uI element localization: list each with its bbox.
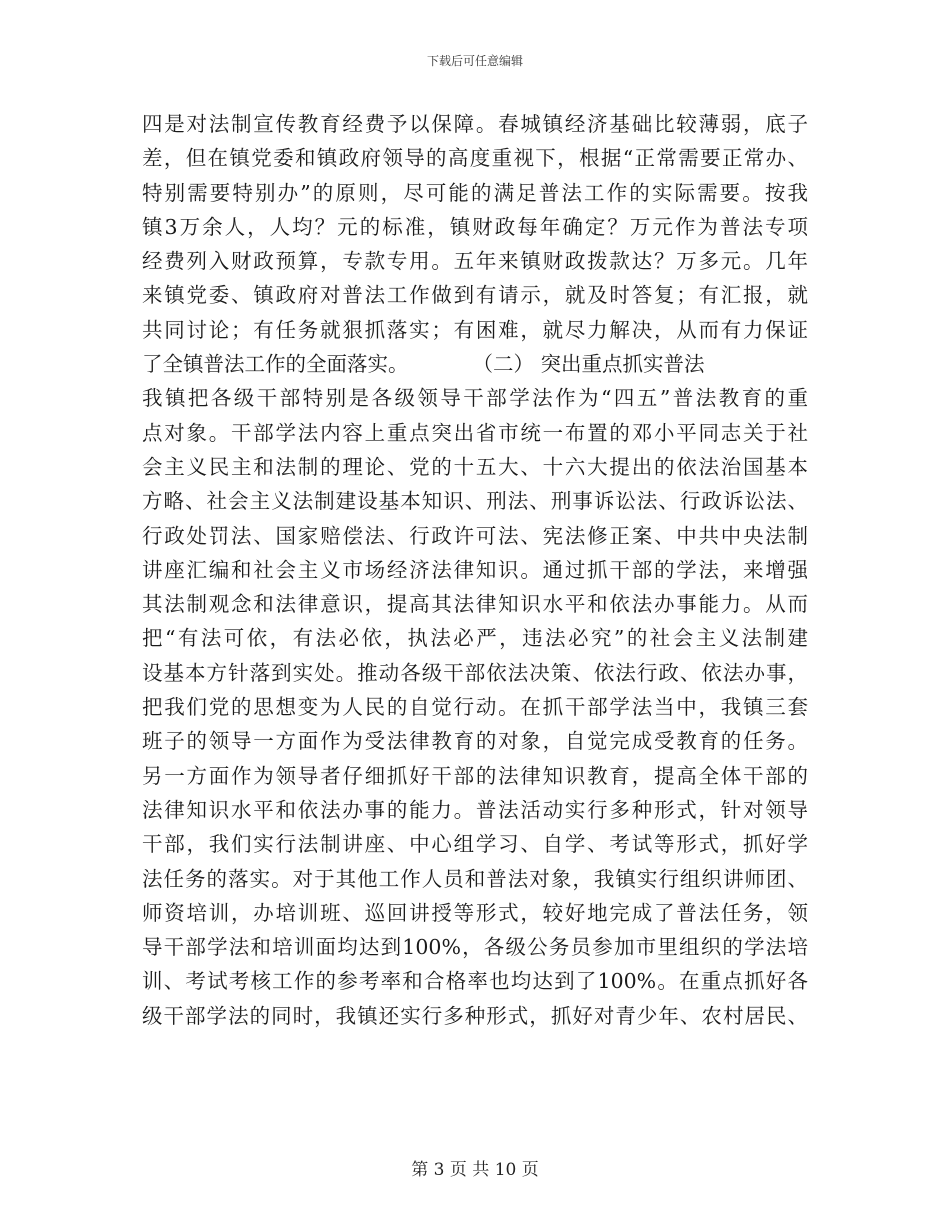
paragraph-end-text: 了全镇普法工作的全面落实。 [142, 352, 409, 377]
body-line: 会主义民主和法制的理论、党的十五大、十六大提出的依法治国基本 [142, 454, 808, 479]
body-line: 导干部学法和培训面均达到100%，各级公务员参加市里组织的学法培 [142, 935, 808, 960]
body-line: 方略、社会主义法制建设基本知识、刑法、刑事诉讼法、行政诉讼法、 [142, 489, 808, 514]
body-line: 设基本方针落到实处。推动各级干部依法决策、依法行政、依法办事， [142, 660, 808, 685]
body-line: 特别需要特别办”的原则，尽可能的满足普法工作的实际需要。按我 [142, 180, 808, 205]
body-line: 经费列入财政预算，专款专用。五年来镇财政拨款达？万多元。几年 [142, 249, 808, 274]
body-line: 师资培训，办培训班、巡回讲授等形式，较好地完成了普法任务，领 [142, 900, 808, 925]
body-line: 点对象。干部学法内容上重点突出省市统一布置的邓小平同志关于社 [142, 420, 808, 445]
body-line: 级干部学法的同时，我镇还实行多种形式，抓好对青少年、农村居民、 [142, 1003, 808, 1028]
body-line: 法任务的落实。对于其他工作人员和普法对象，我镇实行组织讲师团、 [142, 866, 808, 891]
body-line: 把“有法可依，有法必依，执法必严，违法必究”的社会主义法制建 [142, 626, 808, 651]
body-line: 法律知识水平和依法办事的能力。普法活动实行多种形式，针对领导 [142, 797, 808, 822]
body-line: 我镇把各级干部特别是各级领导干部学法作为“四五”普法教育的重 [142, 386, 808, 411]
body-line: 其法制观念和法律意识，提高其法律知识水平和依法办事能力。从而 [142, 592, 808, 617]
page-header: 下载后可任意编辑 [426, 54, 523, 68]
body-line: 行政处罚法、国家赔偿法、行政许可法、宪法修正案、中共中央法制 [142, 523, 808, 548]
document-body [142, 107, 808, 1033]
body-line: 共同讨论；有任务就狠抓落实；有困难，就尽力解决，从而有力保证 [142, 317, 808, 342]
body-line-with-heading [142, 347, 808, 381]
body-line: 来镇党委、镇政府对普法工作做到有请示，就及时答复；有汇报，就 [142, 283, 808, 308]
body-line: 干部，我们实行法制讲座、中心组学习、自学、考试等形式，抓好学 [142, 832, 808, 857]
body-line: 班子的领导一方面作为受法律教育的对象，自觉完成受教育的任务。 [142, 729, 808, 754]
body-line: 另一方面作为领导者仔细抓好干部的法律知识教育，提高全体干部的 [142, 763, 808, 788]
body-line: 差，但在镇党委和镇政府领导的高度重视下，根据“正常需要正常办、 [142, 146, 808, 171]
section-heading: （二） 突出重点抓实普法 [472, 352, 705, 377]
page-number: 第 3 页 共 10 页 [411, 1160, 539, 1180]
body-line: 把我们党的思想变为人民的自觉行动。在抓干部学法当中，我镇三套 [142, 695, 808, 720]
body-line: 讲座汇编和社会主义市场经济法律知识。通过抓干部的学法，来增强 [142, 557, 808, 582]
body-line: 训、考试考核工作的参考率和合格率也均达到了100%。在重点抓好各 [142, 969, 808, 994]
body-line: 镇3万余人，人均？元的标准，镇财政每年确定？万元作为普法专项 [142, 214, 808, 239]
body-line: 四是对法制宣传教育经费予以保障。春城镇经济基础比较薄弱，底子 [142, 112, 808, 136]
